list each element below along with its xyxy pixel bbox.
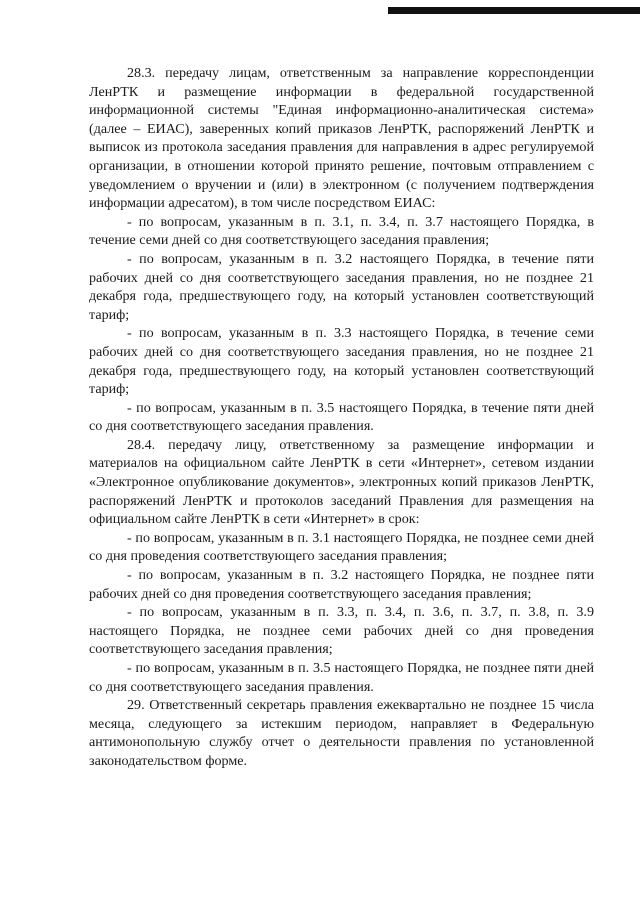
paragraph-28-3-item-4: - по вопросам, указанным в п. 3.5 настоящего Порядка, в течение пяти дней со дня соответствующего заседания правления. xyxy=(89,399,594,435)
paragraph-28-3-item-3: - по вопросам, указанным в п. 3.3 настоящего Порядка, в течение семи рабочих дней со дня соответствующего заседания правления, но не позднее 21 декабря года, предшествующего году, на который установлен соответствующий тариф; xyxy=(89,325,594,398)
paragraph-28-4-item-2: - по вопросам, указанным в п. 3.2 настоящего Порядка, не позднее пяти рабочих дней со дня проведения соответствующего заседания правления; xyxy=(89,567,594,602)
paragraph-28-4-item-3: - по вопросам, указанным в п. 3.3, п. 3.4, п. 3.6, п. 3.7, п. 3.8, п. 3.9 настоящего Порядка, не позднее семи рабочих дней со дня проведения соответствующего заседания правления; xyxy=(89,604,594,658)
paragraph-28-4: 28.4. передачу лицу, ответственному за размещение информации и материалов на официальном сайте ЛенРТК в сети «Интернет», сетевом издании «Электронное опубликование документов», электронных копий приказов ЛенРТК, распоряжений ЛенРТК и протоколов заседаний Правления для размещения на официальном сайте ЛенРТК в сети «Интернет» в срок: xyxy=(89,436,594,528)
paragraph-28-4-item-4: - по вопросам, указанным в п. 3.5 настоящего Порядка, не позднее пяти дней со дня соответствующего заседания правления. xyxy=(89,660,594,695)
paragraph-28-4-item-1: - по вопросам, указанным в п. 3.1 настоящего Порядка, не позднее семи дней со дня проведения соответствующего заседания правления; xyxy=(89,529,594,565)
scan-edge-bar xyxy=(388,7,640,14)
paragraph-28-3-item-1: - по вопросам, указанным в п. 3.1, п. 3.4, п. 3.7 настоящего Порядка, в течение семи дней со дня соответствующего заседания правления; xyxy=(89,213,594,249)
paragraph-28-3-item-2: - по вопросам, указанным в п. 3.2 настоящего Порядка, в течение пяти рабочих дней со дня соответствующего заседания правления, но не позднее 21 декабря года, предшествующего году, на который установлен соответствующий тариф; xyxy=(89,250,594,323)
paragraph-29: 29. Ответственный секретарь правления ежеквартально не позднее 15 числа месяца, следующего за истекшим периодом, направляет в Федеральную антимонопольную службу отчет о деятельности правления по установленной законодательством форме. xyxy=(89,697,594,769)
document-body xyxy=(89,64,594,771)
paragraph-28-3: 28.3. передачу лицам, ответственным за направление корреспонденции ЛенРТК и размещение информации в федеральной государственной информационной системы "Единая информационно-аналитическая система» (далее – ЕИАС), заверенных копий приказов ЛенРТК, распоряжений ЛенРТК и выписок из протокола заседания правления для направления в адрес регулируемой организации, в отношении которой принято решение, почтовым отправлением с уведомлением о вручении и (или) в электронном (с получением подтверждения информации адресатом), в том числе посредством ЕИАС: xyxy=(89,65,594,212)
